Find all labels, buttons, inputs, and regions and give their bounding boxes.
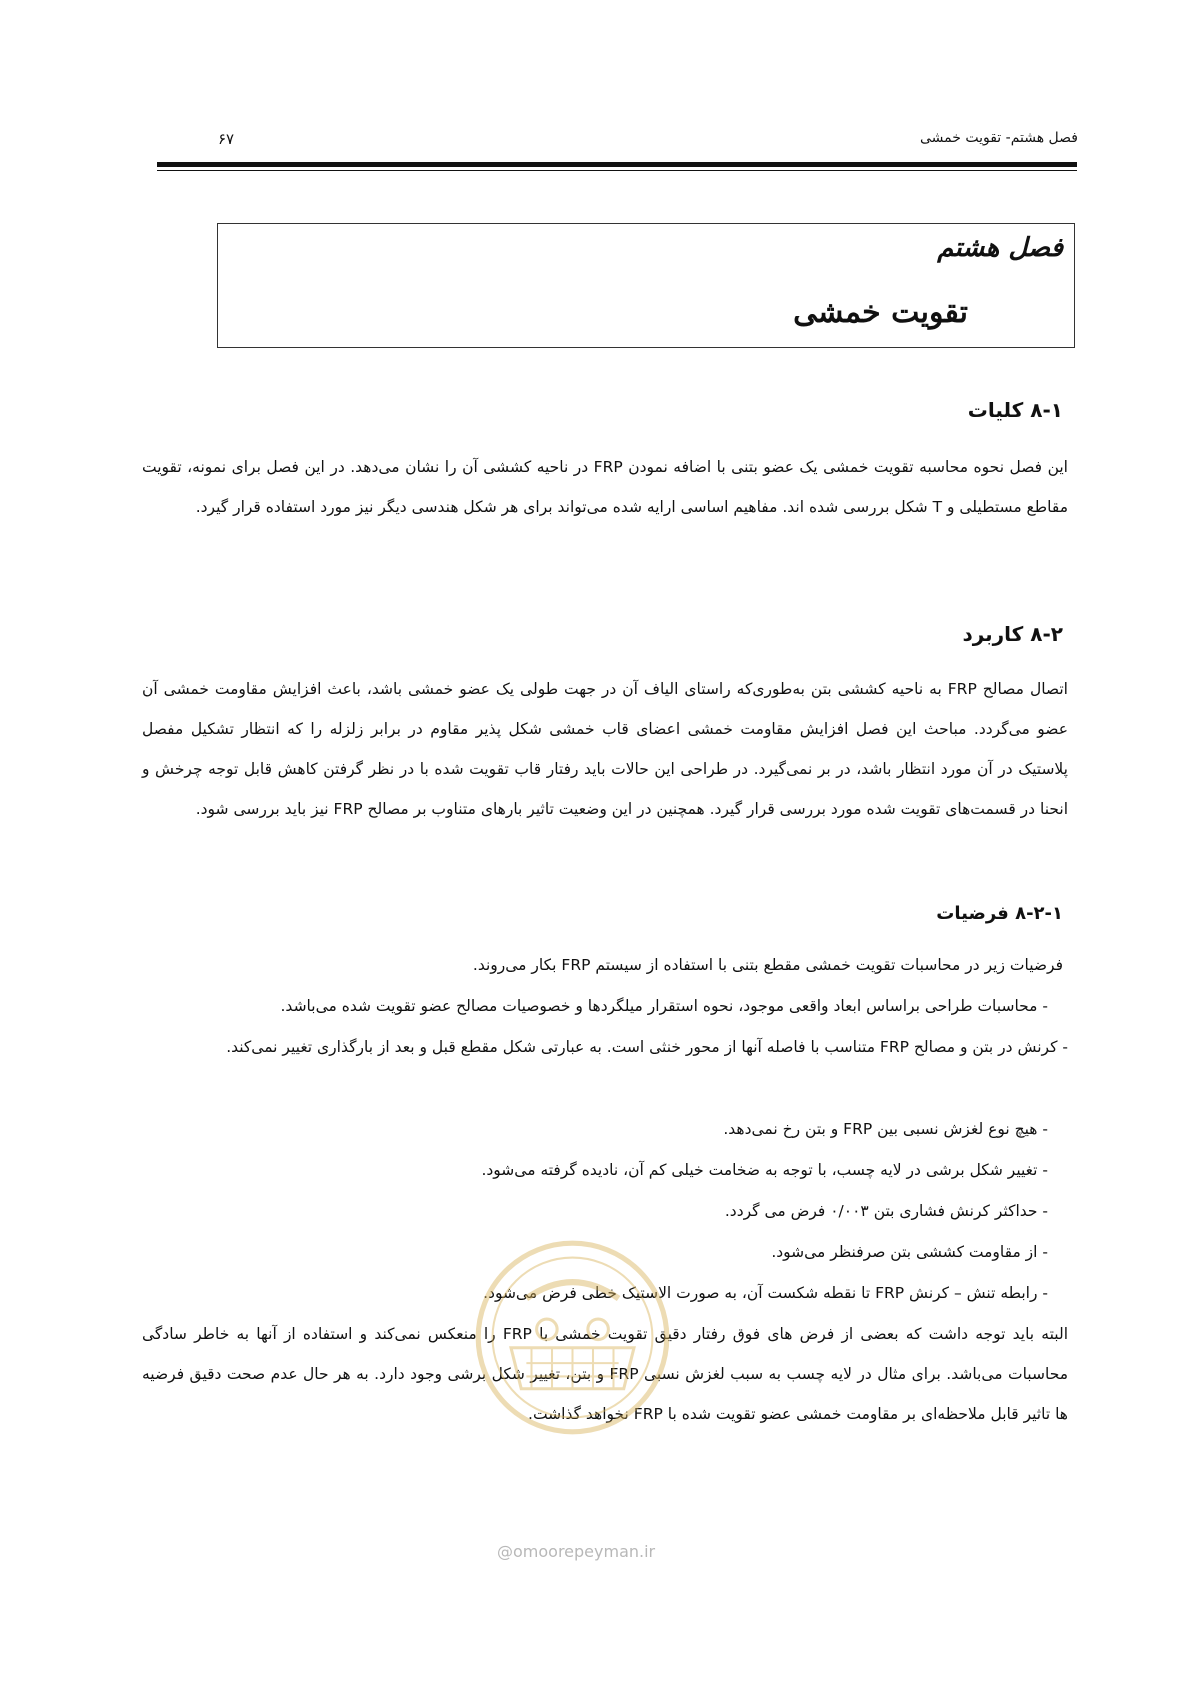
- section-heading-general: ۸-۱ کلیات: [967, 398, 1063, 422]
- header-rule-thick: [157, 162, 1077, 167]
- assumption-item: - کرنش در بتن و مصالح FRP متناسب با فاصله آنها از محور خنثی است. به عبارتی شکل مقطع قبل و بعد از بارگذاری تغییر نمی‌کند.: [226, 1038, 1068, 1056]
- header-rule-thin: [157, 170, 1077, 171]
- assumption-item: - محاسبات طراحی براساس ابعاد واقعی موجود، نحوه استقرار میلگردها و خصوصیات مصالح عضو تقویت شده می‌باشد.: [280, 997, 1048, 1015]
- subsection-heading-assumptions: ۸-۲-۱ فرضیات: [936, 903, 1063, 924]
- section-general-paragraph: این فصل نحوه محاسبه تقویت خمشی یک عضو بتنی با اضافه نمودن FRP در ناحیه کششی آن را نشان می‌دهد. در این فصل برای نمونه، تقویت مقاطع مستطیلی و T شکل بررسی شده اند. مفاهیم اساسی ارایه شده می‌تواند برای هر شکل هندسی دیگر نیز مورد استفاده قرار گیرد.: [142, 458, 1068, 516]
- assumption-item: - رابطه تنش – کرنش FRP تا نقطه شکست آن، به صورت الاستیک خطی فرض می‌شود.: [483, 1284, 1048, 1302]
- assumption-item: - حداکثر کرنش فشاری بتن ۰/۰۰۳ فرض می گردد.: [724, 1202, 1048, 1220]
- chapter-title: تقویت خمشی: [793, 295, 968, 330]
- watermark-seal-icon: [470, 1235, 675, 1440]
- assumption-item: - تغییر شکل برشی در لایه چسب، با توجه به ضخامت خیلی کم آن، نادیده گرفته می‌شود.: [481, 1161, 1048, 1179]
- assumptions-intro: فرضیات زیر در محاسبات تقویت خمشی مقطع بتنی با استفاده از سیستم FRP بکار می‌روند.: [472, 956, 1063, 974]
- section-application-paragraph: اتصال مصالح FRP به ناحیه کششی بتن به‌طوری‌که راستای الیاف آن در جهت طولی یک عضو خمشی باشد، باعث افزایش مقاومت خمشی آن عضو می‌گردد. مباحث این فصل افزایش مقاومت خمشی اعضای قاب خمشی شکل پذیر مقاوم در برابر زلزله را که انتظار تشکیل مفصل پلاستیک در آن مورد انتظار باشد، در بر نمی‌گیرد. در طراحی این حالات باید رفتار قاب تقویت شده با در نظر گرفتن کاهش قابل توجه چرخش و انحنا در قسمت‌های تقویت شده مورد بررسی قرار گیرد. همچنین در این وضعیت تاثیر بارهای متناوب بر مصالح FRP نیز باید بررسی شود.: [142, 680, 1068, 818]
- chapter-label: فصل هشتم: [937, 233, 1063, 263]
- running-header: فصل هشتم- تقویت خمشی: [919, 130, 1078, 146]
- assumption-item: - از مقاومت کششی بتن صرفنظر می‌شود.: [771, 1243, 1048, 1261]
- assumptions-closing-paragraph: البته باید توجه داشت که بعضی از فرض های فوق رفتار دقیق تقویت خمشی با FRP را منعکس نمی‌کند و استفاده از آنها به خاطر سادگی محاسبات می‌باشد. برای مثال در لایه چسب به سبب لغزش نسبی FRP و بتن، تغییر شکل برشی وجود دارد. به هر حال عدم صحت دقیق فرضیه ها تاثیر قابل ملاحظه‌ای بر مقاومت خمشی عضو تقویت شده با FRP نخواهد گذاشت.: [142, 1325, 1068, 1423]
- page-number: ۶۷: [218, 130, 235, 148]
- assumption-item: - هیچ نوع لغزش نسبی بین FRP و بتن رخ نمی‌دهد.: [723, 1120, 1048, 1138]
- watermark-url: @omoorepeyman.ir: [497, 1542, 656, 1561]
- section-heading-application: ۸-۲ کاربرد: [962, 622, 1063, 646]
